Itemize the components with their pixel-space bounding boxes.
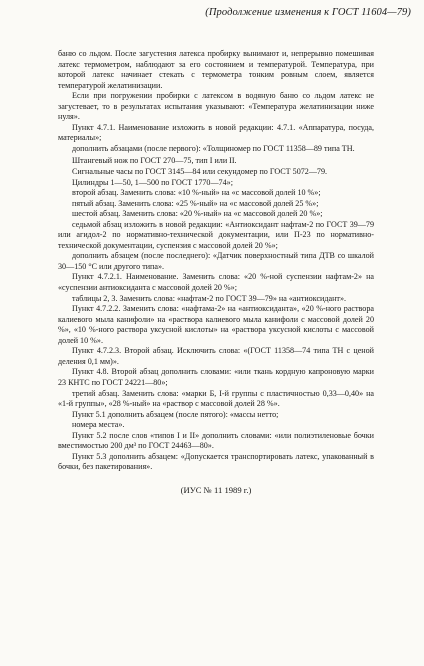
paragraph: Пункт 4.7.2.3. Второй абзац. Исключить слова: «(ГОСТ 11358—74 типа ТН с ценой деления 0,1 мм)». — [58, 346, 374, 366]
document-body — [58, 49, 374, 495]
paragraph: таблицы 2, 3. Заменить слова: «нафтам-2 по ГОСТ 39—79» на «антиоксидант». — [72, 293, 347, 303]
paragraph: Пункт 4.7.2.1. Наименование. Заменить слова: «20 %-ной суспензии нафтам-2» на «суспензии антиоксиданта с массовой долей 20 %»; — [58, 272, 374, 293]
paragraph: второй абзац. Заменить слова: «10 %-ный» на «с массовой долей 10 %»; — [72, 188, 321, 198]
paragraph: Если при погружении пробирки с латексом в водяную баню со льдом латекс не загустевает, то в результатах испытания указывают: «Температура желатинизации ниже нуля». — [58, 91, 374, 122]
paragraph: шестой абзац. Заменить слова: «20 %-ный» на «с массовой долей 20 %»; — [72, 209, 323, 219]
paragraph: пятый абзац. Заменить слова: «25 %-ный» на «с массовой долей 25 %»; — [72, 198, 319, 208]
source-note: (ИУС № 11 1989 г.) — [180, 484, 252, 495]
paragraph: Пункт 4.7.2.2. Заменить слова: «нафтама-2» на «антиоксиданта», «20 %-ного раствора калиевого мыла канифоли» на «раствора калиевого мыла канифоли с массовой долей 20 %», «10 %-ного раствора уксусной кислоты» на «раствора уксусной кислоты с массовой долей 10 %». — [58, 304, 374, 345]
paragraph: Пункт 5.1 дополнить абзацем (после пятого): «массы нетто; — [72, 409, 279, 419]
paragraph: седьмой абзац изложить в новой редакции: «Антиоксидант нафтам-2 по ГОСТ 39—79 или агидол-2 по нормативно-технической документации, или П-23 по нормативно-технической документации, суспензия с массовой долей 20 %»; — [58, 219, 374, 250]
page-header: (Продолжение изменения к ГОСТ 11604—79) — [205, 7, 411, 18]
paragraph: Пункт 4.8. Второй абзац дополнить словами: «или ткань кордную капроновую марки 23 КНТС по ГОСТ 24221—80»; — [58, 367, 374, 387]
paragraph: дополнить абзацем (после последнего): «Датчик поверхностный типа ДТВ со шкалой 30—150 °С или другого типа». — [58, 251, 374, 271]
paragraph: третий абзац. Заменить слова: «марки Б, I-й группы с пластичностью 0,33—0,40» на «1-й группы», «28 %-ный» на «раствор с массовой долей 28 %». — [58, 388, 374, 409]
paragraph: Пункт 5.3 дополнить абзацем: «Допускается транспортировать латекс, упакованный в бочки, без пакетирования». — [58, 451, 374, 472]
paragraph: Пункт 5.2 после слов «типов I и II» дополнить словами: «или полиэтиленовые бочки вместимостью 200 дм³ по ГОСТ 24463—80». — [58, 430, 374, 451]
paragraph: Сигнальные часы по ГОСТ 3145—84 или секундомер по ГОСТ 5072—79. — [72, 167, 328, 177]
paragraph: дополнить абзацами (после первого): «Толщиномер по ГОСТ 11358—89 типа ТН. — [72, 143, 355, 153]
paragraph: номера места». — [72, 420, 125, 430]
paragraph: баню со льдом. После загустения латекса пробирку вынимают и, непрерывно помешивая латекс термометром, наблюдают за его состоянием и температурой. Температура, при которой латекс начинает стекать с термометра тонким ровным слоем, является температурой желатинизации. — [58, 49, 374, 90]
paragraph: Штангевый нож по ГОСТ 270—75, тип I или II. — [72, 156, 237, 166]
paragraph: Цилиндры 1—50, 1—500 по ГОСТ 1770—74»; — [72, 177, 233, 187]
paragraph: Пункт 4.7.1. Наименование изложить в новой редакции: 4.7.1. «Аппаратура, посуда, материалы»; — [58, 122, 374, 143]
